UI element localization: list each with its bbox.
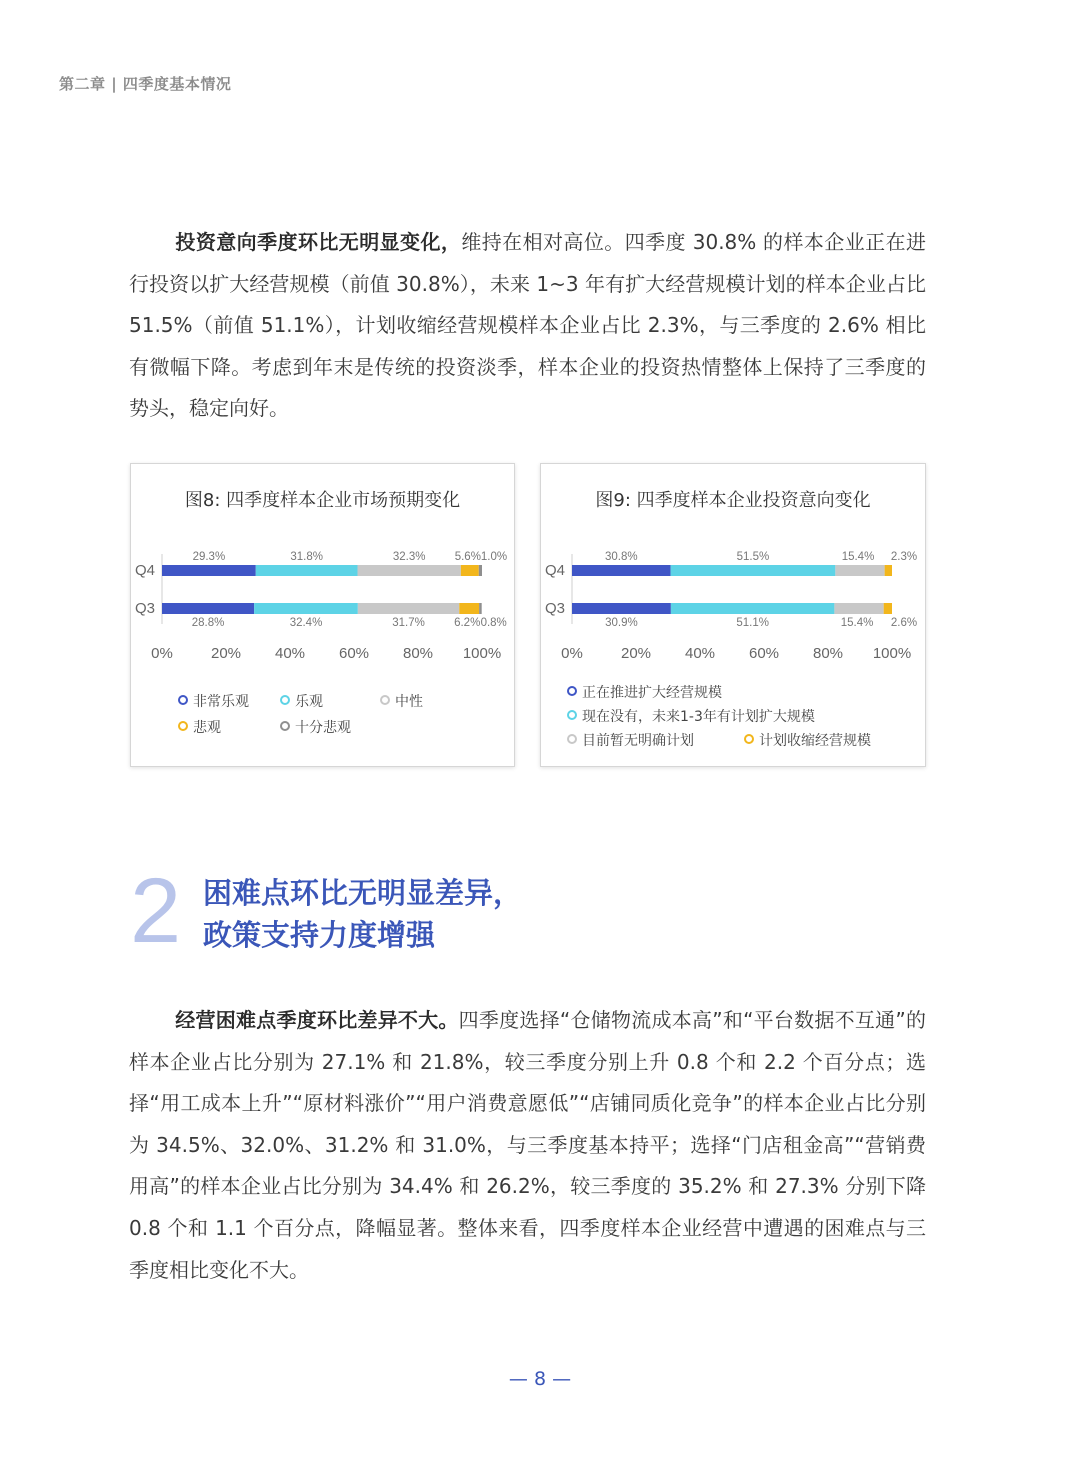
legend-item — [567, 706, 815, 726]
data-label: 0.8% — [480, 617, 507, 629]
x-tick-label: 60% — [748, 645, 780, 662]
legend-label: 计划收缩经营规模 — [759, 733, 871, 749]
chart-investment-intention — [540, 463, 926, 767]
bar-segment — [358, 565, 461, 576]
section-number: 2 — [130, 860, 182, 962]
section-title — [203, 872, 522, 956]
x-tick-label: 20% — [210, 645, 242, 662]
legend-item — [178, 717, 221, 737]
data-label: 28.8% — [191, 617, 225, 629]
data-label: 2.3% — [890, 551, 918, 563]
legend-label: 悲观 — [193, 720, 221, 736]
bar-segment — [572, 603, 671, 614]
data-label: 51.1% — [736, 617, 769, 629]
data-label: 2.6% — [890, 617, 918, 629]
chapter-header: 第二章 | 四季度基本情况 — [59, 75, 232, 93]
legend-item — [744, 730, 871, 750]
legend-marker-icon — [567, 710, 577, 720]
legend-item — [567, 682, 722, 702]
bar-segment — [256, 565, 358, 576]
bar-segment — [479, 603, 482, 614]
data-label: 31.7% — [392, 617, 425, 629]
legend-label: 十分悲观 — [295, 720, 351, 736]
data-label: 51.5% — [736, 551, 770, 563]
category-label: Q3 — [545, 600, 566, 617]
bar-segment — [459, 603, 479, 614]
bar-segment — [835, 565, 884, 576]
legend-label: 非常乐观 — [193, 694, 249, 710]
x-tick-label: 0% — [561, 645, 583, 662]
paragraph-body: 维持在相对高位。四季度 30.8% 的样本企业正在进行投资以扩大经营规模（前值 30.8%），未来 1~3 年有扩大经营规模计划的样本企业占比 51.5%（前值 51.1%），计划收缩经营规模样本企业占比 2.3%，与三季度的 2.6% 相比有微幅下降。考虑到年末是传统的投资淡季，样本企业的投资热情整体上保持了三季度的势头，稳定向好。 — [129, 230, 927, 421]
bar-segment — [572, 565, 671, 576]
legend-marker-icon — [178, 695, 188, 705]
paragraph-body: 四季度选择“仓储物流成本高”和“平台数据不互通”的样本企业占比分别为 27.1% 和 21.8%，较三季度分别上升 0.8 个和 2.2 个百分点；选择“用工成本上升”“原材料涨价”“用户消费意愿低”“店铺同质化竞争”的样本企业占比分别为 34.5%、32.0%、31.2% 和 31.0%，与三季度基本持平；选择“门店租金高”“营销费用高”的样本企业占比分别为 34.4% 和 26.2%，较三季度的 35.2% 和 27.3% 分别下降 0.8 个和 1.1 个百分点，降幅显著。整体来看，四季度样本企业经营中遭遇的困难点与三季度相比变化不大。 — [129, 1008, 926, 1282]
bar-segment — [254, 603, 358, 614]
paragraph-difficulties — [129, 1000, 926, 1291]
x-tick-label: 20% — [620, 645, 652, 662]
legend-label: 乐观 — [295, 694, 323, 710]
data-label: 6.2% — [454, 617, 481, 629]
x-tick-label: 60% — [338, 645, 370, 662]
legend-marker-icon — [280, 695, 290, 705]
legend-item — [380, 691, 423, 711]
chart-market-expectation — [130, 463, 515, 767]
data-label: 31.8% — [290, 551, 323, 563]
chart-title: 图9: 四季度样本企业投资意向变化 — [595, 490, 871, 511]
bar-segment — [162, 603, 254, 614]
bar-segment — [479, 565, 482, 576]
category-label: Q3 — [135, 600, 156, 617]
category-label: Q4 — [135, 562, 156, 579]
paragraph-investment — [129, 222, 926, 430]
bar-segment — [461, 565, 479, 576]
legend-label: 中性 — [395, 694, 423, 710]
data-label: 32.4% — [289, 617, 323, 629]
x-tick-label: 80% — [402, 645, 434, 662]
legend-marker-icon — [744, 734, 754, 744]
section-title-line: 政策支持力度增强 — [203, 918, 436, 952]
page-number: — 8 — — [508, 1368, 572, 1390]
legend-marker-icon — [567, 734, 577, 744]
legend-marker-icon — [280, 721, 290, 731]
legend-item — [280, 717, 351, 737]
data-label: 5.6% — [454, 551, 481, 563]
x-tick-label: 40% — [274, 645, 306, 662]
chart-title: 图8: 四季度样本企业市场预期变化 — [184, 490, 461, 511]
legend-item — [280, 691, 323, 711]
data-label: 30.8% — [604, 551, 638, 563]
bar-segment — [834, 603, 883, 614]
bar-segment — [358, 603, 459, 614]
bar-segment — [671, 603, 835, 614]
legend-marker-icon — [567, 686, 577, 696]
bar-segment — [884, 603, 892, 614]
data-label: 1.0% — [480, 551, 508, 563]
x-tick-label: 100% — [872, 645, 912, 662]
x-tick-label: 100% — [462, 645, 502, 662]
legend-item — [178, 691, 249, 711]
paragraph-lead: 投资意向季度环比无明显变化， — [175, 230, 462, 254]
category-label: Q4 — [545, 562, 566, 579]
data-label: 32.3% — [392, 551, 426, 563]
legend-marker-icon — [380, 695, 390, 705]
legend-item — [567, 730, 694, 750]
legend-label: 正在推进扩大经营规模 — [582, 685, 722, 701]
paragraph-lead: 经营困难点季度环比差异不大。 — [175, 1008, 459, 1032]
x-tick-label: 40% — [684, 645, 716, 662]
legend-marker-icon — [178, 721, 188, 731]
data-label: 29.3% — [192, 551, 226, 563]
legend-label: 目前暂无明确计划 — [582, 733, 694, 749]
data-label: 15.4% — [841, 551, 875, 563]
bar-segment — [671, 565, 836, 576]
data-label: 15.4% — [840, 617, 874, 629]
section-title-line: 困难点环比无明显差异， — [203, 876, 523, 910]
legend-label: 现在没有，未来1-3年有计划扩大规模 — [582, 709, 815, 725]
x-tick-label: 80% — [812, 645, 844, 662]
bar-segment — [885, 565, 892, 576]
bar-segment — [162, 565, 256, 576]
x-tick-label: 0% — [151, 645, 173, 662]
data-label: 30.9% — [605, 617, 638, 629]
